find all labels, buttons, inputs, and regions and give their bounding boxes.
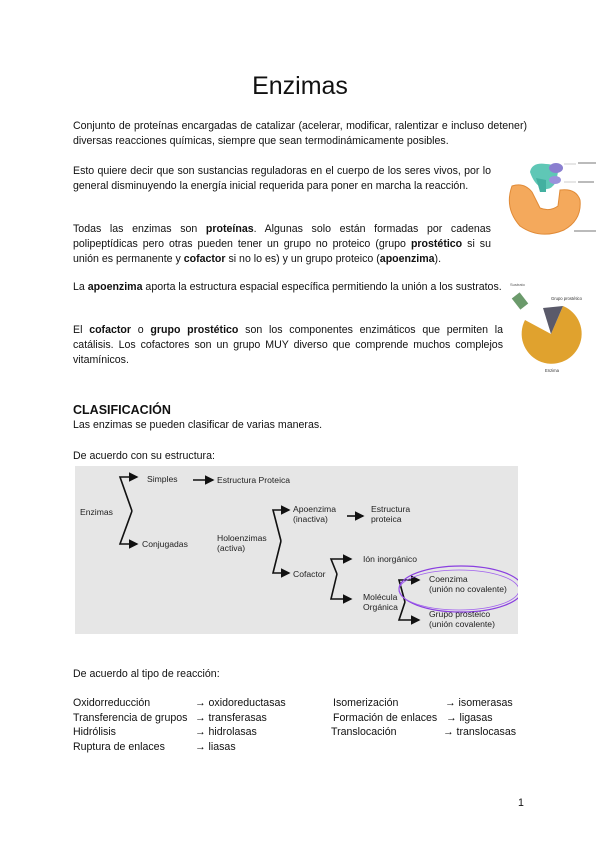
reaction-name: Hidrólisis (73, 726, 116, 738)
prosthetic-label: Grupo prostético (551, 296, 582, 301)
node-apoenzima: Apoenzima (inactiva) (293, 504, 336, 524)
reaction-result: → ligasas (446, 712, 493, 724)
node-holoenzimas: Holoenzimas (activa) (217, 533, 267, 553)
node-molecula-organica: Molécula Orgánica (363, 592, 398, 612)
reaction-name: Ruptura de enlaces (73, 741, 165, 753)
paragraph-definition: Conjunto de proteínas encargadas de catalizar (acelerar, modificar, ralentizar e incluso detener) diversas reacciones químicas, siempre que sean termodinámicamente posibles. (73, 120, 527, 147)
reaction-result: → translocasas (443, 726, 517, 738)
paragraph-apoenzima: La apoenzima aporta la estructura espacial específica permitiendo la unión a los sustratos. (73, 281, 502, 293)
reaction-name: Isomerización (333, 697, 399, 709)
reaction-name: Oxidorreducción (73, 697, 151, 709)
substrate-label: Sustrato (510, 282, 525, 287)
node-coenzima: Coenzima (unión no covalente) (429, 574, 507, 594)
reaccion-label: De acuerdo al tipo de reacción: (73, 668, 220, 680)
node-estructura-proteica: Estructura Proteica (217, 475, 291, 485)
enzyme-label: Enzima (545, 368, 559, 373)
enzyme-illustration (500, 152, 600, 240)
node-simples: Simples (147, 474, 178, 484)
node-grupo-prosteico: Grupo prosteico (unión covalente) (429, 609, 495, 629)
reaction-name: Transferencia de grupos (73, 712, 188, 724)
reaction-name: Formación de enlaces (333, 712, 438, 724)
paragraph-proteinas: Todas las enzimas son proteínas. Algunas solo están formadas por cadenas polipeptídicas pero otras pueden tener un grupo no proteico (grupo prostético si su unión es permanente y cofactor si no lo es) y un grupo proteico (apoenzima). (73, 223, 491, 265)
section-heading-clasificacion: CLASIFICACIÓN (73, 403, 171, 417)
reaction-result: → transferasas (195, 712, 267, 724)
node-enzimas: Enzimas (80, 507, 113, 517)
page-number: 1 (518, 797, 524, 809)
clasificacion-intro: Las enzimas se pueden clasificar de varias maneras. (73, 419, 323, 431)
node-estructura: Estructura proteica (371, 504, 411, 524)
reaction-result: → isomerasas (445, 697, 513, 709)
node-ion-inorganico: Ión inorgánico (363, 554, 417, 564)
reaction-result: → hidrolasas (195, 726, 257, 738)
page-title: Enzimas (252, 72, 348, 100)
classification-tree (75, 466, 518, 634)
paragraph-reguladoras: Esto quiere decir que son sustancias reguladoras en el cuerpo de los seres vivos, por lo general disminuyendo la energía inicial requerida para poner en marcha la reacción. (73, 165, 491, 192)
node-cofactor: Cofactor (293, 569, 326, 579)
paragraph-cofactor: El cofactor o grupo prostético son los componentes enzimáticos que permiten la catálisis. Los cofactores son un grupo MUY diverso que comprende muchos complejos vitamínicos. (73, 324, 503, 366)
cofactor-illustration (507, 280, 600, 376)
reaction-result: → oxidoreductasas (195, 697, 286, 709)
reaction-name: Translocación (331, 726, 397, 738)
node-conjugadas: Conjugadas (142, 539, 188, 549)
reaction-result: → liasas (195, 741, 236, 753)
estructura-label: De acuerdo con su estructura: (73, 450, 215, 462)
